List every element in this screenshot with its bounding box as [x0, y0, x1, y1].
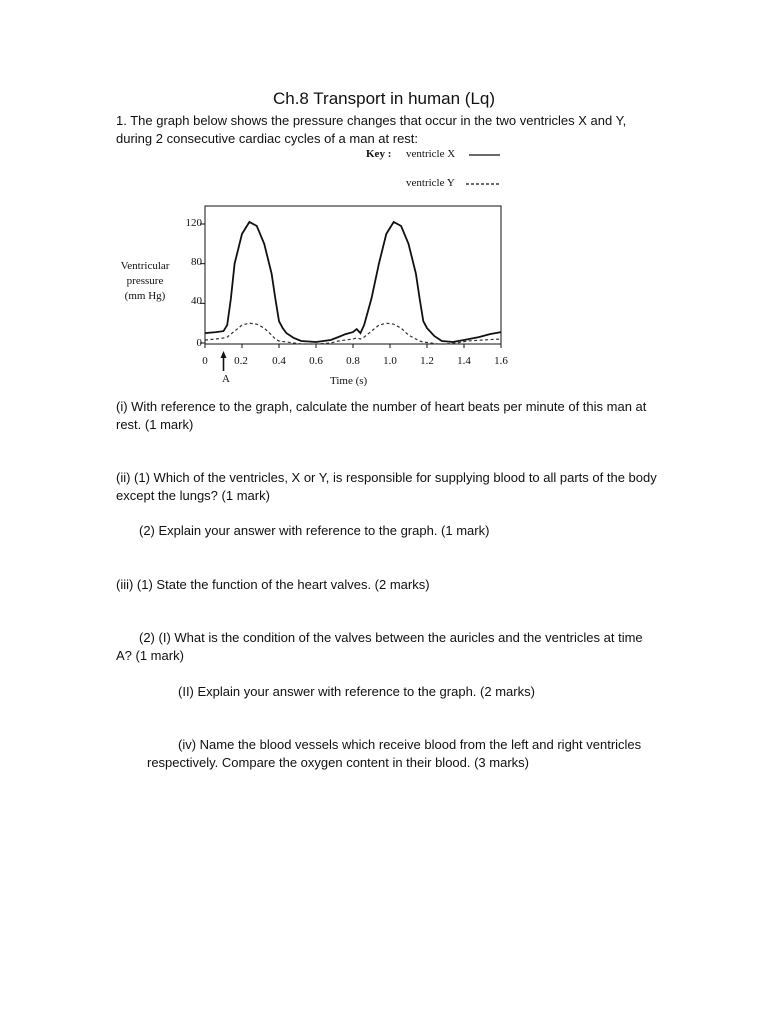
x-tick-label: 0.8 — [346, 355, 360, 367]
x-axis-label: Time (s) — [330, 375, 368, 387]
y-axis-label-line: Ventricular — [120, 260, 170, 272]
legend-label-ventricle-y: ventricle Y — [406, 177, 455, 189]
question-ii-1: (ii) (1) Which of the ventricles, X or Y, is responsible for supplying blood to all parts of the body except the lungs? (1 mark) — [116, 470, 657, 503]
question-iv: (iv) Name the blood vessels which receive blood from the left and right ventricles respectively. Compare the oxygen content in their blood. (3 marks) — [147, 737, 642, 770]
page-title: Ch.8 Transport in human (Lq) — [272, 89, 496, 108]
legend-key-label: Key : — [366, 148, 392, 160]
y-axis-label-line: (mm Hg) — [124, 290, 166, 302]
x-tick-label: 1.0 — [383, 355, 397, 367]
question-iii-2-i: (2) (I) What is the condition of the valves between the auricles and the ventricles at time A? (1 mark) — [116, 630, 643, 663]
x-tick-label: 0.4 — [272, 355, 286, 367]
x-tick-label: 0.6 — [309, 355, 323, 367]
question-i: (i) With reference to the graph, calculate the number of heart beats per minute of this man at rest. (1 mark) — [116, 399, 647, 432]
question-intro: 1. The graph below shows the pressure changes that occur in the two ventricles X and Y, during 2 consecutive cardiac cycles of a man at rest: — [116, 113, 627, 146]
y-tick-label: 80 — [191, 256, 202, 268]
question-iii-2-ii: (II) Explain your answer with reference to the graph. (2 marks) — [178, 684, 535, 699]
series-line-ventricle-x — [205, 222, 501, 342]
y-tick-label: 40 — [191, 295, 202, 307]
x-tick-label: 1.6 — [494, 355, 508, 367]
y-tick-label: 120 — [185, 217, 202, 229]
x-tick-label: 1.4 — [457, 355, 471, 367]
legend-label-ventricle-x: ventricle X — [406, 148, 456, 160]
plot-frame — [205, 206, 501, 344]
question-ii-2: (2) Explain your answer with reference to the graph. (1 mark) — [139, 523, 490, 538]
x-tick-label: 1.2 — [420, 355, 434, 367]
question-iii-1: (iii) (1) State the function of the heart valves. (2 marks) — [116, 577, 430, 592]
x-tick-label: 0.2 — [234, 355, 248, 367]
y-axis-label — [112, 259, 178, 304]
y-axis-label-line: pressure — [126, 275, 164, 287]
x-tick-label: 0 — [202, 355, 208, 367]
annotation-a-label: A — [222, 373, 230, 385]
y-tick-label: 0 — [196, 337, 202, 349]
